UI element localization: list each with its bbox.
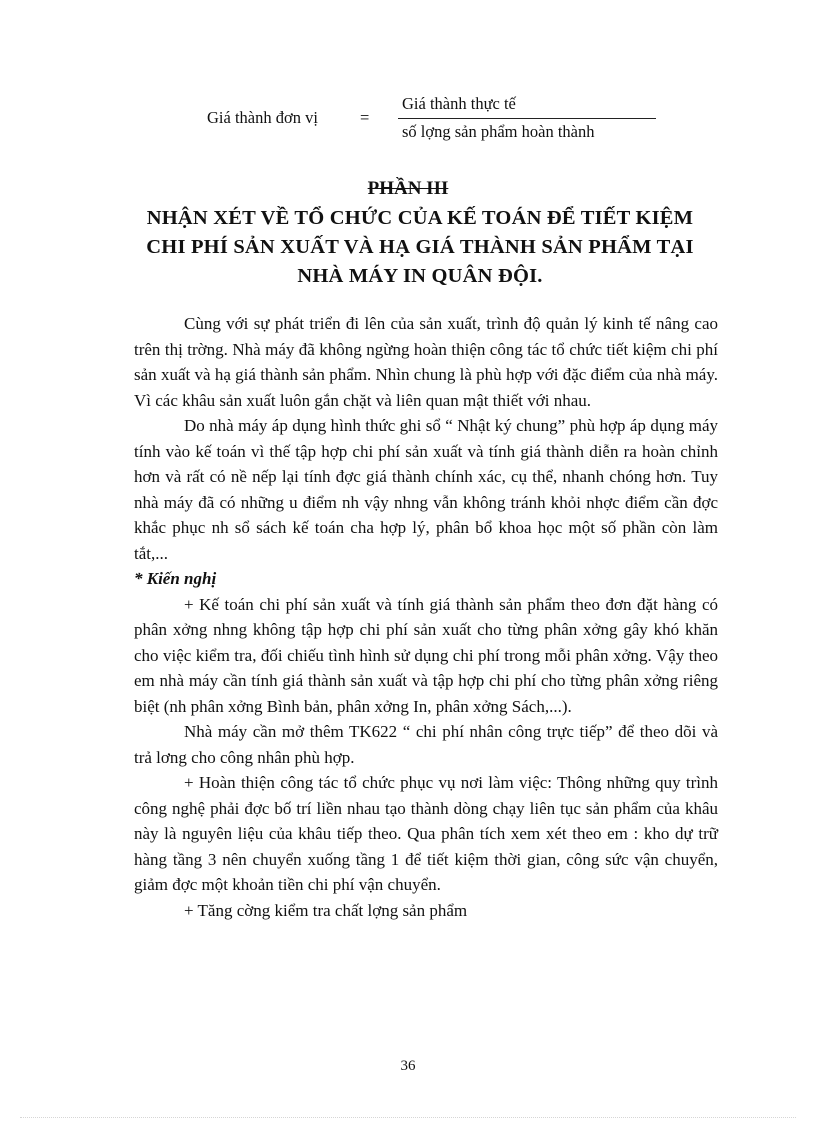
recommendation-item: + Hoàn thiện công tác tổ chức phục vụ nơi làm việc: Thông những quy trình công nghệ phải đợc bố trí liền nhau tạo thành dòng chạy liên tục sản phẩm của khâu này là nguyên liệu của khâu tiếp theo. Qua phân tích xem xét theo em : kho dự trữ hàng tầng 3 nên chuyển xuống tầng 1 để tiết kiệm thời gian, công sức vận chuyển, giảm đợc một khoản tiền chi phí vận chuyển. — [134, 773, 718, 894]
formula-label: Giá thành đơn vị — [207, 108, 318, 127]
formula-equals-sign: = — [360, 108, 370, 127]
section-title-line: NHÀ MÁY IN QUÂN ĐỘI. — [297, 265, 543, 287]
part-heading: PHẦN III — [367, 178, 449, 199]
formula-numerator: Giá thành thực tế — [402, 94, 516, 113]
recommendation-item: + Kế toán chi phí sản xuất và tính giá thành sản phẩm theo đơn đặt hàng có phân xởng nhng không tập hợp chi phí sản xuất cho từng phân xởng gây khó khăn cho việc kiểm tra, đối chiếu tình hình sử dụng chi phí trong mỗi phân xởng. Vậy theo em nhà máy cần tính giá thành sản xuất và tập hợp chi phí cho từng phân xởng riêng biệt (nh phân xởng Bình bản, phân xởng In, phân xởng Sách,...). — [134, 594, 718, 716]
formula-denominator: số lợng sản phẩm hoàn thành — [402, 122, 595, 141]
page-bottom-divider — [20, 1117, 796, 1118]
recommendation-item: + Tăng cờng kiểm tra chất lợng sản phẩm — [184, 900, 468, 920]
unit-cost-formula — [0, 94, 816, 144]
body-text — [134, 311, 718, 923]
section-title-line: NHẬN XÉT VỀ TỔ CHỨC CỦA KẾ TOÁN ĐỂ TIẾT KIỆM — [146, 207, 694, 229]
recommendations-subheading: * Kiến nghị — [134, 569, 217, 588]
paragraph: Cùng với sự phát triển đi lên của sản xuất, trình độ quản lý kinh tế nâng cao trên thị trờng. Nhà máy đã không ngừng hoàn thiện công tác tổ chức tiết kiệm chi phí sản xuất và hạ giá thành sản phẩm. Nhìn chung là phù hợp với đặc điểm của nhà máy. Vì các khâu sản xuất luôn gắn chặt và liên quan mật thiết với nhau. — [134, 314, 718, 410]
paragraph: Do nhà máy áp dụng hình thức ghi sổ “ Nhật ký chung” phù hợp áp dụng máy tính vào kế toán vì thế tập hợp chi phí sản xuất và tính giá thành diễn ra hoàn chỉnh hơn và rất có nề nếp lại tính đợc giá thành chính xác, cụ thể, nhanh chóng hơn. Tuy nhà máy đã có những u điểm nh vậy nhng vẫn không tránh khỏi nhợc điểm cần đợc khắc phục nh sổ sách kế toán cha hợp lý, phân bổ khoa học một số phần còn làm tắt,... — [134, 416, 718, 563]
section-title-line: CHI PHÍ SẢN XUẤT VÀ HẠ GIÁ THÀNH SẢN PHẨM TẠI — [146, 236, 694, 258]
fraction-bar — [398, 118, 656, 119]
recommendation-item: Nhà máy cần mở thêm TK622 “ chi phí nhân công trực tiếp” để theo dõi và trả lơng cho công nhân phù hợp. — [134, 722, 718, 767]
section-title — [120, 204, 720, 291]
page-number: 36 — [400, 1058, 416, 1074]
